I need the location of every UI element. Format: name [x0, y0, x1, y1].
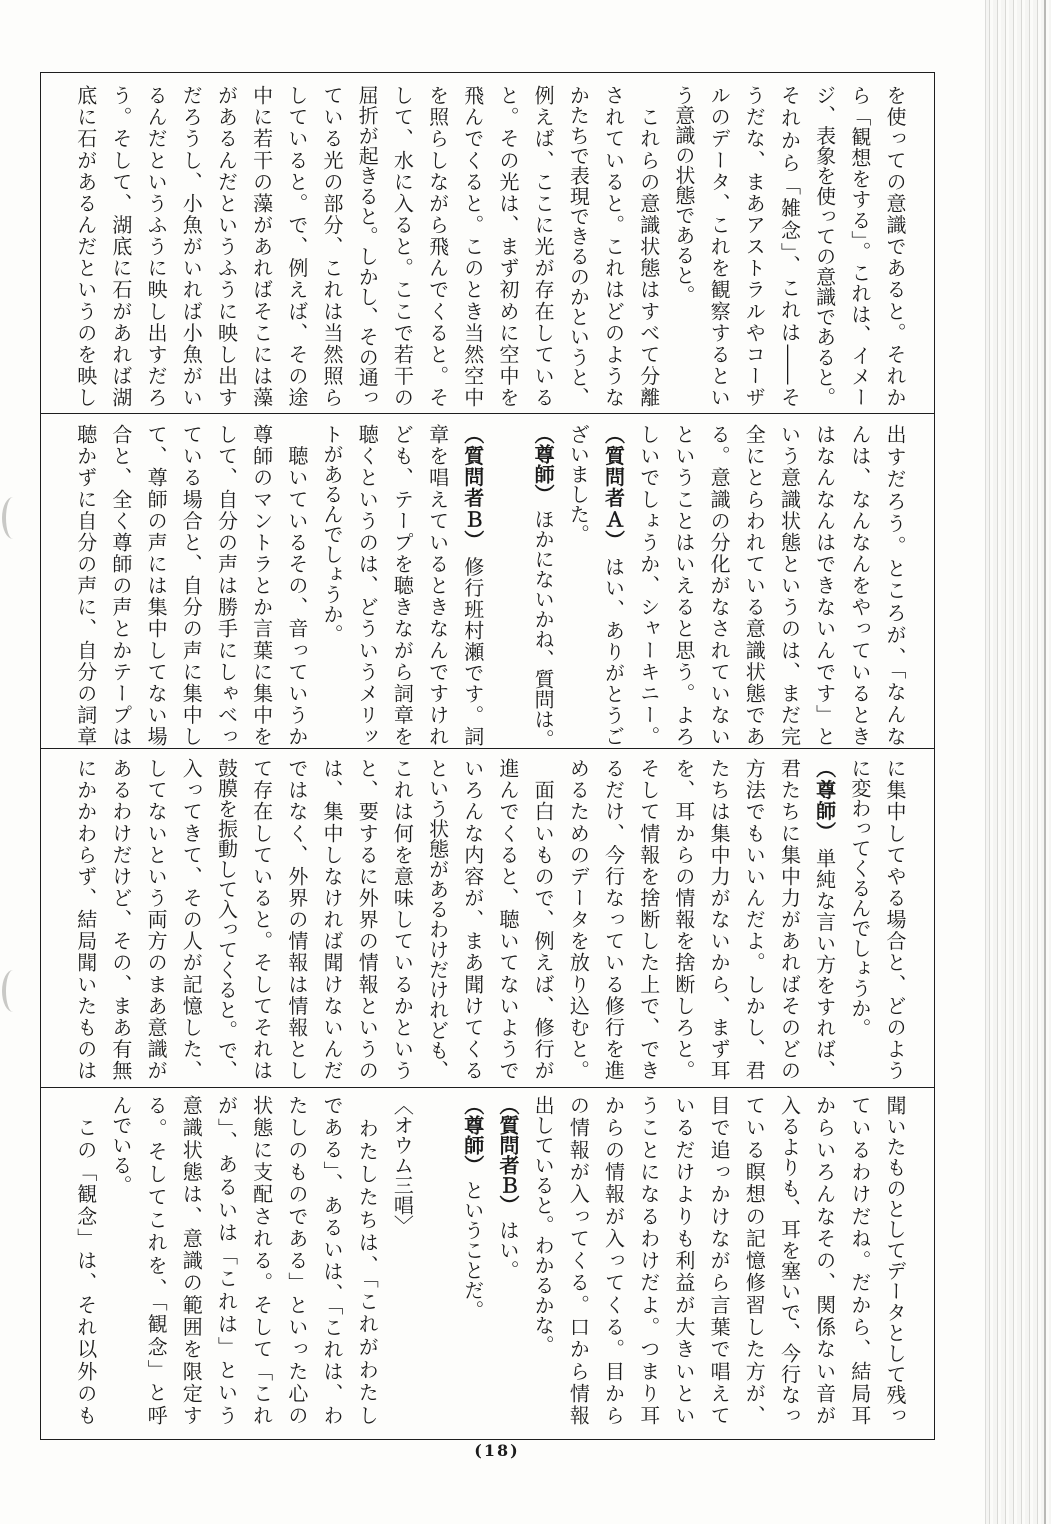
text-column: していると。で、例えば、その途	[284, 85, 309, 407]
text-column: の情報が入ってくる。口から情報	[566, 1095, 591, 1425]
text-column: これは何を意味しているかという	[390, 758, 415, 1080]
text-column: を、耳からの情報を捨断しろと。	[671, 758, 696, 1080]
punch-hole-mark	[2, 497, 24, 539]
text-column: トがあるんでしょうか。	[320, 424, 344, 644]
text-column: 出していると。わかるかな。	[531, 1095, 556, 1355]
text-column: 聴かずに自分の声に、自分の詞章	[73, 424, 98, 746]
text-column: 〈オウム三唱〉	[390, 1095, 415, 1235]
text-column: を照らしながら飛んでくると。そ	[425, 85, 450, 407]
column-group	[67, 758, 912, 1080]
text-column: いろんな内容が、まあ聞けてくる	[460, 758, 485, 1080]
speaker-text: はい、ありがとうご	[601, 556, 626, 747]
speaker-label: （質問者Ａ）	[601, 424, 626, 552]
text-column: 聴いているその、音っていうか	[284, 424, 309, 746]
text-column: して、水に入ると。ここで若干の	[390, 85, 415, 407]
speaker-text: 修行班村瀬です。詞	[460, 556, 485, 747]
text-column	[455, 1095, 490, 1425]
text-column: からいろんなその、関係ない音が	[812, 1095, 837, 1425]
text-border-box	[40, 72, 935, 1440]
text-column: ども、テープを聴きながら詞章を	[390, 424, 415, 746]
text-column: してないという両方のまあ意識が	[144, 758, 169, 1080]
text-column: うことになるわけだよ。つまり耳	[636, 1095, 661, 1425]
text-column: からの情報が入ってくる。目から	[601, 1095, 626, 1425]
text-column: めるためのデータを放り込むと。	[566, 758, 591, 1080]
text-column: 面白いもので、例えば、修行が	[531, 758, 556, 1080]
paper-edge-line	[1044, 0, 1046, 1524]
text-column: という状態があるわけだけれども、	[425, 758, 450, 1080]
speaker-label: （尊師）	[460, 1095, 485, 1175]
text-column: 全にとらわれている意識状態であ	[742, 424, 767, 746]
speaker-label: （質問者Ｂ）	[460, 424, 485, 552]
text-column: 出すだろう。ところが、「なんな	[883, 424, 907, 746]
text-column: この「観念」は、それ以外のも	[73, 1095, 98, 1425]
speaker-text: はい。	[495, 1220, 520, 1280]
text-column: て、尊師の声には集中してない場	[144, 424, 169, 746]
speaker-label: （尊師）	[531, 424, 556, 504]
text-column: これらの意識状態はすべて分離	[636, 85, 661, 407]
text-column: そして情報を捨断した上で、でき	[636, 758, 661, 1080]
text-column: かたちで表現できるのかというと、	[566, 85, 591, 407]
paper-edge-stack	[985, 0, 1051, 1524]
text-column: 屈折が起きると。しかし、その通っ	[355, 85, 380, 407]
text-column: されていると。これはどのような	[601, 85, 626, 407]
text-column: 聞いたものとしてデータとして残っ	[883, 1095, 907, 1425]
speaker-text: ということだ。	[460, 1180, 485, 1320]
text-column: を使っての意識であると。それか	[883, 85, 907, 407]
speaker-label: （質問者Ｂ）	[495, 1095, 520, 1215]
text-tier	[41, 73, 934, 414]
text-column: に集中してやる場合と、どのよう	[883, 758, 907, 1080]
column-group	[67, 1095, 912, 1425]
text-column: 目で追っかけながら言葉で唱えて	[707, 1095, 732, 1425]
text-column: いるだけよりも利益が大きいとい	[671, 1095, 696, 1425]
text-column: それから「雑念」、これは――そ	[777, 85, 802, 407]
text-column: と、要するに外界の情報というの	[355, 758, 380, 1080]
text-column: と。その光は、まず初めに空中を	[495, 85, 520, 407]
text-column: だろうし、小魚がいれば小魚がい	[179, 85, 204, 407]
text-column	[490, 1095, 525, 1425]
column-group	[67, 85, 912, 407]
text-column: 尊師のマントラとか言葉に集中を	[249, 424, 274, 746]
text-column	[490, 424, 525, 746]
text-column: しいでしょうか、シャーキニー。	[636, 424, 661, 746]
text-column: 聴くというのは、どういうメリッ	[355, 424, 380, 746]
text-column: たちは集中力がないから、まず耳	[707, 758, 732, 1080]
text-column: んは、なんなんをやっているとき	[847, 424, 872, 746]
text-column	[455, 424, 490, 746]
speaker-text: 単純な言い方をすれば、	[812, 847, 837, 1081]
text-column: 合と、全く尊師の声とかテープは	[108, 424, 133, 746]
text-tier	[41, 414, 934, 749]
text-column: 方法でもいいんだよ。しかし、君	[742, 758, 767, 1080]
speaker-label: （尊師）	[812, 758, 837, 843]
text-column	[595, 424, 630, 746]
text-column: る。意識の分化がなされていない	[707, 424, 732, 746]
text-column: わたしたちは、「これがわたし	[355, 1095, 380, 1425]
text-column: 進んでくると、聴いてないようで	[495, 758, 520, 1080]
text-column: ということはいえると思う。よろ	[671, 424, 696, 746]
text-column: いう意識状態というのは、まだ完	[777, 424, 802, 746]
text-column: 飛んでくると。このとき当然空中	[460, 85, 485, 407]
text-column: が」、あるいは「これは」という	[214, 1095, 239, 1425]
text-column: は、集中しなければ聞けないんだ	[320, 758, 344, 1080]
text-tier	[41, 1088, 934, 1438]
text-column: う。そして、湖底に石があれば湖	[108, 85, 133, 407]
speaker-text: ほかにないかね、質問は。	[531, 509, 556, 749]
text-column: たしのものである」といった心の	[284, 1095, 309, 1425]
text-column: 入ってきて、その人が記憶した、	[179, 758, 204, 1080]
text-column: 入るよりも、耳を塞いで、今行なっ	[777, 1095, 802, 1425]
text-column: て存在していると。そしてそれは	[249, 758, 274, 1080]
text-column: ている瞑想の記憶修習した方が、	[742, 1095, 767, 1425]
text-column	[419, 1095, 454, 1425]
text-column: して、自分の声は勝手にしゃべっ	[214, 424, 239, 746]
text-column: ルのデータ、これを観察するとい	[707, 85, 732, 407]
text-column: るだけ、今行なっている修行を進	[601, 758, 626, 1080]
text-column: 意識状態は、意識の範囲を限定す	[179, 1095, 204, 1425]
text-column: があるんだというふうに映し出す	[214, 85, 239, 407]
text-column: はなんなんはできないんです」と	[812, 424, 837, 746]
punch-hole-mark	[2, 970, 24, 1012]
text-column: 章を唱えているときなんですけれ	[425, 424, 450, 746]
text-column: ら「観想をする」。これは、イメー	[847, 85, 872, 407]
text-column: ているわけだね。だから、結局耳	[847, 1095, 872, 1425]
text-column: ジ、表象を使っての意識であると。	[812, 85, 837, 407]
text-column: 状態に支配される。そして「これ	[249, 1095, 274, 1425]
text-column: ではなく、外界の情報は情報とし	[284, 758, 309, 1080]
text-column: 底に石があるんだというのを映し	[73, 85, 98, 407]
column-group	[67, 424, 912, 749]
text-column: る。そしてこれを、「観念」と呼	[144, 1095, 169, 1425]
text-column: 中に若干の藻があればそこには藻	[249, 85, 274, 407]
text-column: である」、あるいは、「これは、わ	[320, 1095, 344, 1425]
text-column: ざいました。	[566, 424, 591, 544]
text-tier	[41, 749, 934, 1088]
text-column	[525, 424, 560, 749]
text-column: ている光の部分、これは当然照ら	[320, 85, 344, 407]
text-column: るんだというふうに映し出すだろ	[144, 85, 169, 407]
text-column: 例えば、ここに光が存在している	[531, 85, 556, 407]
text-column	[806, 758, 841, 1080]
text-column: 鼓膜を振動して入ってくると。で、	[214, 758, 239, 1080]
text-column: う意識の状態であると。	[671, 85, 696, 305]
text-column: にかかわらず、結局聞いたものは	[73, 758, 98, 1080]
text-column: ている場合と、自分の声に集中し	[179, 424, 204, 746]
text-column: に変わってくるんでしょうか。	[847, 758, 872, 1038]
text-column: あるわけだけど、その、まあ有無	[108, 758, 133, 1080]
text-column: 君たちに集中力があればそのどの	[777, 758, 802, 1080]
text-column: んでいる。	[108, 1095, 133, 1195]
text-column: うだな、まあアストラルやコーザ	[742, 85, 767, 407]
page-number: (18)	[474, 1441, 520, 1460]
